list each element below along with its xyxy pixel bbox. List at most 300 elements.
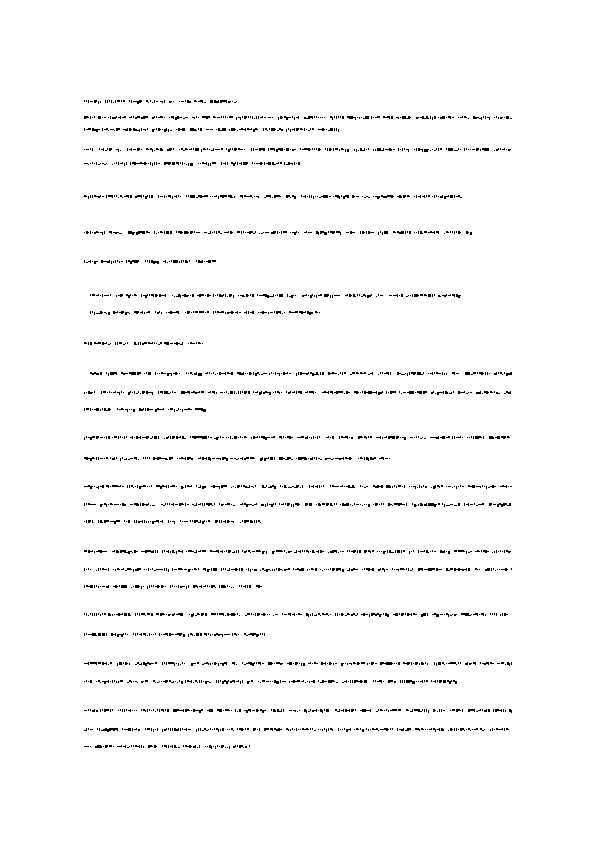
glyph-mark [372, 372, 373, 375]
glyph-mark [227, 312, 229, 314]
glyph-mark [94, 458, 95, 459]
glyph-mark [176, 311, 178, 313]
glyph-mark [115, 312, 117, 313]
glyph-mark [384, 728, 386, 730]
glyph-mark [469, 372, 470, 375]
glyph-mark [390, 662, 392, 665]
glyph-mark [310, 709, 311, 711]
glyph-mark [114, 457, 115, 460]
glyph-mark [300, 391, 302, 394]
glyph-mark [196, 729, 197, 732]
glyph-mark [231, 487, 232, 488]
glyph-mark [160, 148, 162, 151]
glyph-mark [270, 195, 271, 198]
glyph-mark [260, 162, 262, 165]
glyph-mark [280, 162, 282, 164]
glyph-mark [144, 391, 145, 393]
glyph-mark [496, 728, 498, 730]
glyph-mark [411, 551, 412, 552]
glyph-mark [172, 162, 174, 165]
glyph-mark [460, 485, 461, 487]
glyph-mark [151, 728, 152, 731]
glyph-mark [90, 746, 91, 747]
glyph-mark [273, 709, 275, 712]
glyph-mark [157, 709, 158, 711]
glyph-mark [117, 728, 118, 731]
glyph-mark [177, 373, 178, 374]
glyph-mark [190, 436, 191, 438]
glyph-mark [433, 486, 435, 489]
glyph-mark [116, 128, 118, 131]
glyph-mark [130, 437, 132, 438]
glyph-mark [201, 294, 203, 296]
glyph-mark [456, 614, 457, 615]
glyph-mark [268, 195, 270, 197]
glyph-mark [146, 521, 147, 523]
glyph-mark [130, 504, 132, 505]
glyph-mark [400, 680, 401, 683]
glyph-mark [225, 485, 227, 487]
text-line [84, 660, 512, 666]
glyph-mark [487, 568, 489, 571]
glyph-mark [219, 294, 221, 297]
glyph-mark [430, 294, 431, 297]
glyph-mark [255, 392, 257, 393]
glyph-mark [244, 149, 245, 150]
glyph-mark [104, 295, 106, 296]
glyph-mark [219, 372, 221, 375]
glyph-mark [134, 457, 136, 459]
glyph-mark [228, 149, 230, 152]
glyph-mark [250, 633, 252, 635]
glyph-mark [212, 391, 214, 393]
glyph-mark [388, 485, 390, 488]
glyph-mark [379, 148, 381, 151]
glyph-mark [168, 195, 170, 197]
glyph-mark [153, 457, 155, 460]
glyph-mark [145, 615, 146, 616]
glyph-mark [377, 196, 379, 199]
glyph-mark [494, 391, 495, 393]
glyph-mark [212, 232, 213, 233]
glyph-mark [96, 457, 97, 460]
glyph-mark [305, 503, 307, 506]
glyph-mark [133, 101, 135, 102]
text-glyphs [84, 501, 512, 507]
glyph-mark [279, 232, 280, 233]
glyph-mark [256, 116, 257, 119]
glyph-mark [414, 294, 416, 297]
glyph-mark [240, 681, 241, 684]
glyph-mark [204, 458, 206, 459]
glyph-mark [264, 197, 266, 198]
text-glyphs [84, 146, 512, 152]
glyph-mark [437, 485, 439, 487]
glyph-mark [492, 552, 493, 553]
glyph-mark [235, 568, 237, 571]
glyph-mark [154, 745, 156, 748]
glyph-mark [170, 162, 171, 164]
glyph-mark [223, 294, 224, 296]
glyph-mark [419, 372, 421, 375]
glyph-mark [379, 614, 381, 617]
glyph-mark [181, 391, 183, 394]
glyph-mark [164, 614, 165, 615]
glyph-mark [308, 729, 309, 730]
glyph-mark [126, 709, 127, 711]
glyph-mark [138, 163, 140, 164]
glyph-mark [209, 569, 210, 570]
glyph-mark [130, 195, 132, 198]
glyph-mark [196, 520, 198, 522]
glyph-mark [100, 520, 102, 523]
glyph-mark [289, 296, 291, 297]
glyph-mark [108, 613, 110, 616]
glyph-mark [84, 116, 86, 119]
glyph-mark [96, 487, 98, 488]
glyph-mark [179, 503, 181, 506]
glyph-mark [471, 614, 472, 615]
glyph-mark [170, 662, 172, 664]
glyph-mark [487, 117, 489, 118]
glyph-mark [191, 148, 192, 150]
glyph-mark [224, 195, 226, 197]
glyph-mark [322, 231, 324, 233]
glyph-mark [242, 662, 243, 664]
glyph-mark [440, 296, 441, 297]
glyph-mark [236, 664, 237, 665]
glyph-mark [434, 662, 435, 665]
glyph-mark [198, 232, 200, 233]
glyph-mark [262, 116, 263, 118]
glyph-mark [140, 231, 142, 233]
glyph-mark [88, 232, 89, 233]
glyph-mark [208, 392, 210, 393]
glyph-mark [144, 520, 145, 523]
glyph-mark [484, 486, 485, 487]
glyph-mark [127, 747, 129, 748]
glyph-mark [278, 148, 280, 150]
glyph-mark [337, 148, 338, 150]
glyph-mark [110, 662, 112, 664]
glyph-mark [446, 437, 448, 438]
glyph-mark [168, 569, 169, 572]
glyph-mark [326, 437, 328, 438]
glyph-mark [426, 231, 427, 233]
glyph-mark [435, 680, 436, 683]
glyph-mark [155, 662, 157, 664]
glyph-mark [315, 392, 316, 393]
glyph-mark [90, 551, 92, 552]
glyph-mark [444, 614, 445, 615]
glyph-mark [416, 505, 417, 506]
glyph-mark [478, 504, 480, 505]
glyph-mark [126, 613, 127, 616]
glyph-mark [422, 680, 423, 683]
glyph-mark [176, 436, 178, 439]
glyph-mark [314, 615, 316, 616]
glyph-mark [208, 729, 209, 730]
glyph-mark [191, 746, 192, 747]
glyph-mark [292, 116, 293, 118]
glyph-mark [289, 662, 291, 665]
glyph-mark [145, 116, 147, 118]
glyph-mark [225, 747, 226, 748]
glyph-mark [347, 195, 349, 198]
glyph-mark [297, 503, 299, 506]
glyph-mark [186, 569, 187, 570]
glyph-mark [350, 728, 351, 731]
glyph-mark [137, 682, 138, 683]
glyph-mark [181, 633, 182, 635]
glyph-mark [452, 231, 453, 233]
glyph-mark [171, 373, 172, 376]
glyph-mark [185, 117, 187, 118]
glyph-mark [337, 458, 339, 459]
glyph-mark [112, 437, 113, 438]
glyph-mark [330, 551, 332, 553]
glyph-mark [284, 149, 285, 150]
glyph-mark [470, 149, 471, 150]
glyph-mark [341, 458, 343, 459]
glyph-mark [100, 614, 101, 616]
glyph-mark [388, 662, 390, 665]
glyph-mark [455, 681, 457, 684]
glyph-mark [302, 550, 303, 552]
glyph-mark [355, 296, 356, 297]
glyph-mark [104, 681, 106, 684]
glyph-mark [274, 728, 276, 730]
glyph-mark [502, 149, 504, 150]
glyph-mark [309, 485, 310, 488]
glyph-mark [304, 148, 306, 150]
text-line [84, 483, 512, 489]
glyph-mark [228, 231, 229, 233]
glyph-mark [247, 681, 249, 684]
glyph-mark [129, 485, 130, 488]
glyph-mark [499, 436, 500, 439]
text-glyphs [84, 726, 512, 732]
glyph-mark [230, 195, 232, 198]
glyph-mark [252, 569, 253, 570]
glyph-mark [116, 681, 117, 683]
glyph-mark [178, 128, 180, 131]
glyph-mark [267, 437, 269, 438]
glyph-mark [341, 663, 343, 666]
glyph-mark [100, 311, 102, 314]
glyph-mark [489, 568, 490, 571]
glyph-mark [233, 730, 234, 731]
glyph-mark [116, 162, 117, 164]
glyph-mark [372, 550, 374, 552]
glyph-mark [150, 372, 151, 375]
glyph-mark [280, 569, 282, 570]
glyph-mark [450, 568, 452, 570]
glyph-mark [262, 551, 264, 554]
glyph-mark [230, 458, 232, 459]
glyph-mark [216, 101, 218, 103]
glyph-mark [112, 504, 113, 505]
glyph-mark [180, 162, 181, 164]
glyph-mark [92, 486, 93, 487]
glyph-mark [179, 458, 181, 459]
glyph-mark [475, 613, 477, 615]
glyph-mark [186, 521, 188, 522]
glyph-mark [452, 614, 453, 615]
glyph-mark [476, 148, 478, 151]
glyph-mark [370, 729, 371, 730]
glyph-mark [424, 149, 426, 152]
glyph-mark [420, 568, 422, 570]
glyph-mark [293, 312, 295, 313]
glyph-mark [506, 373, 508, 376]
glyph-mark [213, 372, 214, 374]
glyph-mark [442, 295, 444, 296]
glyph-mark [412, 709, 413, 712]
glyph-mark [294, 162, 295, 165]
glyph-mark [486, 662, 488, 664]
glyph-mark [102, 117, 103, 118]
glyph-mark [275, 372, 276, 375]
glyph-mark [170, 436, 171, 439]
glyph-mark [222, 681, 224, 684]
glyph-mark [169, 457, 171, 460]
glyph-mark [160, 613, 162, 616]
glyph-mark [118, 295, 120, 296]
glyph-mark [154, 129, 155, 130]
glyph-mark [160, 391, 162, 393]
glyph-mark [155, 682, 156, 683]
glyph-mark [346, 232, 348, 233]
glyph-mark [234, 680, 235, 683]
glyph-mark [479, 436, 481, 438]
glyph-mark [100, 568, 101, 570]
glyph-mark [332, 680, 334, 682]
glyph-mark [108, 568, 109, 571]
glyph-mark [172, 196, 173, 199]
glyph-mark [319, 485, 320, 488]
glyph-mark [360, 148, 362, 151]
glyph-mark [269, 128, 270, 130]
text-glyphs [84, 193, 462, 199]
glyph-mark [426, 116, 428, 119]
glyph-mark [204, 728, 206, 730]
glyph-mark [125, 312, 127, 315]
glyph-mark [207, 311, 209, 313]
glyph-mark [369, 295, 371, 297]
glyph-mark [108, 485, 109, 488]
glyph-mark [349, 457, 351, 460]
glyph-mark [300, 550, 301, 553]
glyph-mark [239, 312, 241, 313]
glyph-mark [334, 568, 335, 570]
glyph-mark [161, 295, 163, 296]
glyph-mark [123, 311, 124, 313]
glyph-mark [108, 195, 110, 197]
glyph-mark [198, 128, 199, 130]
glyph-mark [314, 116, 315, 118]
glyph-mark [174, 296, 175, 297]
glyph-mark [446, 294, 447, 296]
glyph-mark [233, 486, 234, 487]
glyph-mark [246, 710, 248, 713]
glyph-mark [235, 745, 236, 747]
glyph-mark [236, 459, 238, 460]
glyph-mark [214, 100, 216, 103]
glyph-mark [488, 148, 489, 151]
glyph-mark [318, 550, 319, 553]
glyph-mark [195, 585, 197, 587]
glyph-mark [147, 128, 148, 130]
glyph-mark [419, 663, 420, 665]
glyph-mark [205, 585, 206, 587]
glyph-mark [369, 614, 370, 617]
glyph-mark [103, 729, 105, 731]
glyph-mark [375, 486, 377, 488]
glyph-mark [117, 408, 118, 410]
glyph-mark [408, 568, 409, 571]
glyph-mark [308, 232, 310, 233]
glyph-mark [432, 149, 433, 150]
glyph-mark [402, 504, 404, 505]
glyph-mark [192, 634, 193, 636]
glyph-mark [367, 663, 368, 665]
glyph-mark [259, 613, 260, 615]
glyph-mark [218, 729, 219, 732]
glyph-mark [119, 261, 120, 263]
glyph-mark [290, 391, 291, 393]
glyph-mark [458, 231, 460, 234]
glyph-mark [117, 568, 119, 570]
glyph-mark [424, 504, 426, 506]
glyph-mark [257, 391, 258, 393]
glyph-mark [231, 294, 232, 296]
glyph-mark [158, 613, 159, 615]
glyph-mark [240, 391, 241, 394]
glyph-mark [497, 436, 499, 439]
glyph-mark [169, 680, 171, 682]
glyph-mark [201, 311, 203, 313]
glyph-mark [375, 614, 377, 616]
glyph-mark [330, 295, 331, 298]
glyph-mark [184, 521, 186, 522]
glyph-mark [441, 485, 443, 487]
glyph-mark [185, 485, 186, 488]
glyph-mark [300, 128, 302, 130]
glyph-mark [94, 391, 95, 393]
glyph-mark [379, 116, 380, 118]
glyph-mark [143, 613, 145, 615]
glyph-mark [452, 294, 454, 296]
glyph-mark [113, 102, 114, 103]
glyph-mark [147, 195, 148, 197]
glyph-mark [312, 116, 313, 119]
glyph-mark [84, 503, 85, 506]
glyph-mark [418, 709, 420, 712]
glyph-mark [220, 551, 222, 552]
glyph-mark [220, 233, 222, 234]
glyph-mark [262, 680, 264, 682]
glyph-mark [424, 569, 426, 570]
glyph-mark [132, 552, 133, 553]
glyph-mark [458, 373, 459, 374]
glyph-mark [98, 164, 100, 165]
glyph-mark [88, 342, 89, 345]
glyph-mark [309, 195, 310, 198]
glyph-mark [336, 682, 338, 683]
glyph-mark [370, 709, 371, 712]
glyph-mark [168, 129, 169, 132]
